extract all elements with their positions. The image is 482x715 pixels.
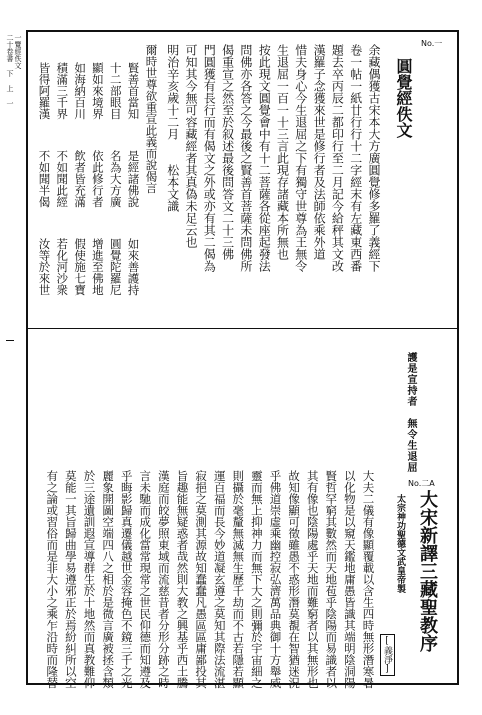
- section-divider: [26, 328, 459, 329]
- upper-text-line: 明治辛亥歲十二月 松本文識: [165, 44, 180, 212]
- page-marker-top: No.一: [421, 39, 443, 48]
- lower-text-line: 運百福而長今妙道凝玄遵之莫知其際法流湛: [212, 470, 227, 689]
- upper-text-line: 卷一帖一紙廿行行十二字經末有左藏東西番: [348, 44, 363, 272]
- lower-text-line: 故知像顯可徵雖愚不惑形潛莫覩在智猶迷況: [287, 470, 302, 689]
- verse-intro: 爾時世尊欲重宣此義而說偈言: [144, 44, 159, 194]
- lower-tag: [義淨]: [380, 634, 395, 676]
- margin-tick: [6, 340, 14, 341]
- lower-text-line: 靈而無上抑神力而無下大之則彌於宇宙細之: [249, 470, 264, 689]
- lower-text-line: 寂挹之莫測其源故知蠢蠢凡愚區區庸鄙投其: [194, 470, 209, 689]
- lower-text-line: 言未馳而成化當常現常之世民仰德而知遵及: [138, 470, 153, 689]
- lower-title: 大宋新譯三藏聖教序: [417, 490, 438, 652]
- upper-text-line: 可知其今無可容藏經者其真偽未足云也: [184, 44, 198, 248]
- upper-text-line: 余藏偶獲古宋本大方廣圓覺修多羅了義經下: [367, 44, 381, 272]
- verse-phrase: 增進至佛地: [90, 238, 105, 296]
- upper-text-line: 問佛亦各答之今最後之賢善首菩薩未問佛所: [238, 44, 253, 272]
- lower-text-line: 漢庭而皎夢照東域而流慈昔者分形分跡之時: [156, 470, 171, 689]
- verse-phrase: 如海納百川: [73, 62, 88, 120]
- lower-text-line: 莫能一其旨歸曲學易遵邪正於焉紛糾所以空: [63, 470, 78, 689]
- margin-spine-label: 二十卷書 下 上 一: [6, 34, 14, 107]
- lower-text-line: 賢哲罕窮其數然而天地苞乎陰陽而易識者以: [324, 470, 339, 689]
- upper-title: 圓覺經佚文: [394, 58, 413, 138]
- upper-text-line: 惜夫身心今生退屈之下有獨守世尊為王無令: [293, 44, 308, 272]
- upper-text-line: 漢羅子念獲來世是修行者及法師依乘外道: [312, 44, 327, 260]
- verse-phrase: 積滿三千界: [55, 62, 70, 120]
- lower-text-line: 旨趣能無疑惑者哉然則大教之興基乎西土騰: [175, 470, 190, 689]
- verse-phrase: 不如聞半偈: [37, 150, 52, 208]
- verse-phrase: 圓覺陀羅尼: [108, 238, 123, 296]
- lower-text-line: 有之論或習俗而是非大小之乘乍沿時而隆替: [45, 470, 60, 689]
- margin-book-title: 一覽經佚文: [14, 34, 22, 69]
- page-marker-bottom: No.二A: [408, 479, 435, 488]
- verse-phrase: 如來善護持: [126, 238, 141, 296]
- verse-phrase: 汝等於來世: [37, 238, 52, 296]
- upper-text-line: 門圓獲有長行而有偈文之外或亦有其二偈為: [202, 44, 217, 272]
- verse-phrase: 賢善首當知: [126, 62, 141, 120]
- lower-text-line: 麗象開圖空端四八之相於是微言廣被拯含類: [101, 470, 116, 689]
- upper-text-line: 題去卒丙辰二都印行至二月記今給秤其文改: [330, 44, 345, 272]
- upper-attribution: 護是宣持者 無令生退屈: [405, 352, 416, 473]
- verse-phrase: 是經諸佛說: [126, 150, 141, 208]
- lower-text-line: 乎佛道崇虛乘幽控寂弘濟萬品典御十方舉威: [268, 470, 283, 689]
- upper-text-line: 按此現文圓覺會中有十二菩薩各從座起發法: [257, 44, 272, 272]
- upper-text-line: 生退屈一百一十三言此現存諸藏本所無也: [275, 44, 290, 260]
- lower-author: 太宗神功聖德文武皇帝製: [395, 494, 405, 593]
- verse-phrase: 皆得阿羅漢: [37, 62, 52, 120]
- verse-phrase: 假使施七寶: [73, 238, 88, 296]
- verse-phrase: 名為大方廣: [108, 150, 123, 208]
- lower-text-line: 乎晦影歸真遷儀越世金容掩色不鏡三千之光: [119, 470, 134, 689]
- lower-text-line: 則攝於毫釐無滅無生歷千劫而不古若隱若顯: [231, 470, 246, 689]
- verse-phrase: 若化河沙衆: [55, 238, 70, 296]
- lower-text-line: 於三途遺訓遐宣導群生於十地然而真教難仰: [82, 470, 97, 689]
- verse-phrase: 十二部眼目: [108, 62, 123, 120]
- verse-phrase: 依此修行者: [90, 150, 105, 208]
- lower-text-line: 其有像也陰陽處乎天地而難窮者以其無形也: [305, 470, 320, 689]
- lower-text-line: 以化物是以窺天鑑地庸愚皆識其端明陰洞陽: [342, 470, 357, 689]
- verse-phrase: 顯如來境界: [90, 62, 105, 120]
- verse-phrase: 飲者皆充滿: [73, 150, 88, 208]
- lower-text-line: 大夫二儀有像顯覆載以含生四時無形潛寒暑: [361, 470, 376, 689]
- verse-phrase: 不如聞此經: [55, 150, 70, 208]
- upper-text-line: 偈重宣之然至於叙述最後問答文二十三佛: [220, 44, 235, 260]
